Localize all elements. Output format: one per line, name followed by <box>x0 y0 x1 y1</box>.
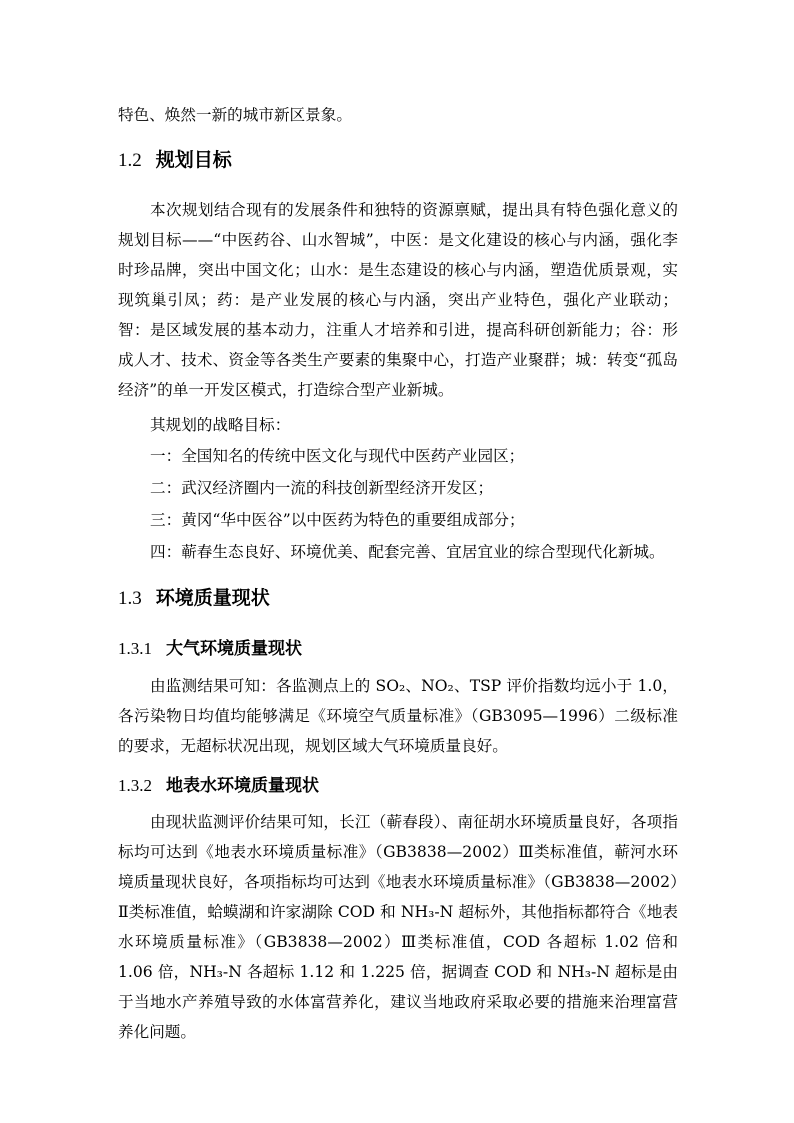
strategic-goal-item: 二：武汉经济圈内一流的科技创新型经济开发区； <box>150 479 494 497</box>
surface-water-paragraph: 由现状监测评价结果可知，长江（蕲春段）、南征胡水环境质量良好，各项指标均可达到《地表水环境质量标准》（GB3838—2002）Ⅲ类标准值，蕲河水环境质量现状良好，各项指标均可达到《地表水环境质量标准》（GB3838—2002）Ⅱ类标准值，蛤蟆湖和许家湖除 COD 和 NH₃-N 超标外，其他指标都符合《地表水环境质量标准》（GB3838—2002）Ⅲ类标准值，COD 各超标 1.02 倍和 1.06 倍，NH₃-N 各超标 1.12 和 1.225 倍，据调查 COD 和 NH₃-N 超标是由于当地水产养殖导致的水体富营养化，建议当地政府采取必要的措施来治理富营养化问题。 <box>118 813 678 1041</box>
subsection-title: 地表水环境质量现状 <box>166 776 319 796</box>
strategic-goals-intro: 其规划的战略目标： <box>150 416 291 434</box>
section-heading-1-2 <box>118 146 232 175</box>
section-number: 1.2 <box>118 150 142 171</box>
subsection-heading-1-3-2 <box>118 773 319 799</box>
strategic-goal-item: 四：蕲春生态良好、环境优美、配套完善、宜居宜业的综合型现代化新城。 <box>150 543 665 561</box>
subsection-number: 1.3.2 <box>118 776 152 795</box>
section-title: 规划目标 <box>155 149 232 171</box>
subsection-heading-1-3-1 <box>118 636 302 662</box>
section-title: 环境质量现状 <box>155 587 270 609</box>
strategic-goal-item: 三：黄冈“华中医谷”以中医药为特色的重要组成部分； <box>150 511 525 529</box>
subsection-number: 1.3.1 <box>118 639 152 658</box>
air-quality-paragraph: 由监测结果可知：各监测点上的 SO₂、NO₂、TSP 评价指数均远小于 1.0，各污染物日均值均能够满足《环境空气质量标准》（GB3095—1996）二级标准的要求，无超标状况出现，规划区域大气环境质量良好。 <box>118 677 678 755</box>
intro-tail-paragraph: 特色、焕然一新的城市新区景象。 <box>118 106 352 124</box>
subsection-title: 大气环境质量现状 <box>166 639 302 659</box>
planning-goal-paragraph: 本次规划结合现有的发展条件和独特的资源禀赋，提出具有特色强化意义的规划目标——“中医药谷、山水智城”，中医：是文化建设的核心与内涵，强化李时珍品牌，突出中国文化；山水：是生态建设的核心与内涵，塑造优质景观，实现筑巢引凤；药：是产业发展的核心与内涵，突出产业特色，强化产业联动；智：是区域发展的基本动力，注重人才培养和引进，提高科研创新能力；谷：形成人才、技术、资金等各类生产要素的集聚中心，打造产业聚群；城：转变“孤岛经济”的单一开发区模式，打造综合型产业新城。 <box>118 201 678 399</box>
section-number: 1.3 <box>118 588 142 609</box>
strategic-goal-item: 一：全国知名的传统中医文化与现代中医药产业园区； <box>150 447 525 465</box>
section-heading-1-3 <box>118 584 270 613</box>
